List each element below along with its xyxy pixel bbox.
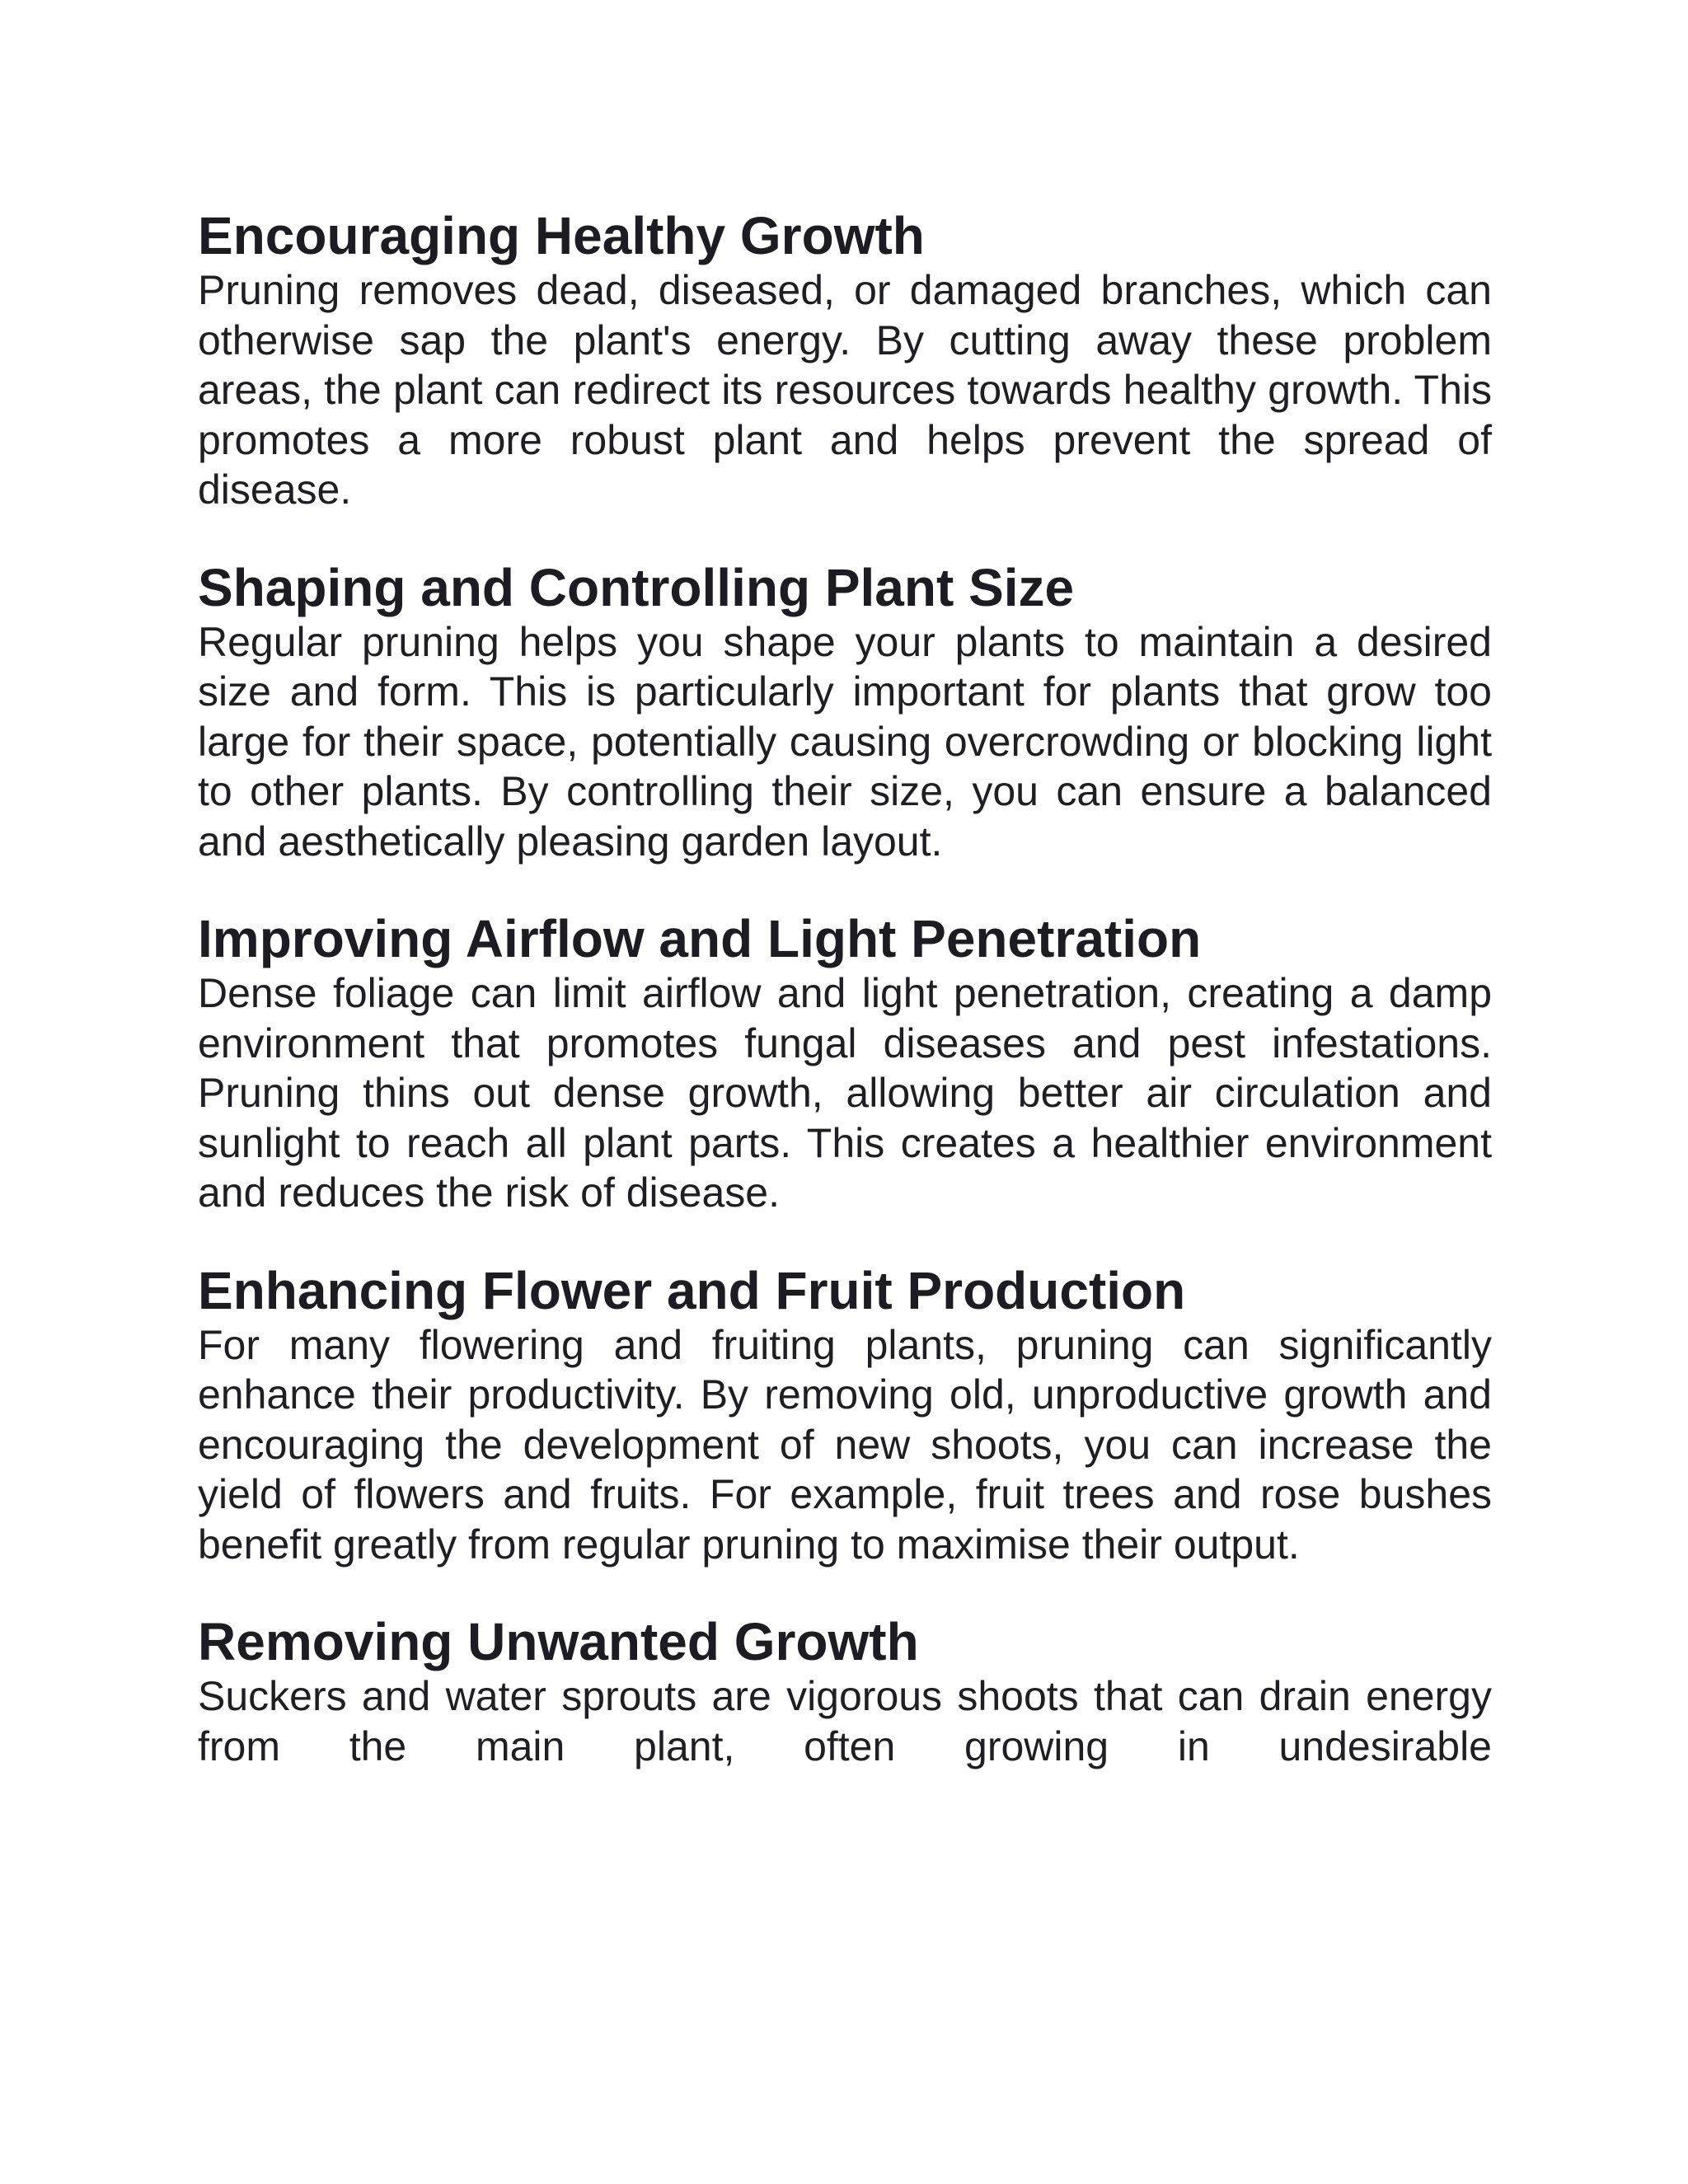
section-paragraph: Pruning removes dead, diseased, or damaged branches, which can otherwise sap the plant's energy. By cutting away these problem areas, the plant can redirect its resources towards healthy growth. This promotes a more robust plant and helps prevent the spread of disease. (198, 267, 1492, 513)
section-heading: Encouraging Healthy Growth (198, 206, 925, 265)
section-heading: Enhancing Flower and Fruit Production (198, 1260, 1186, 1320)
section-paragraph: Suckers and water sprouts are vigorous shoots that can drain energy from the main plant, often growing in undesirable (198, 1673, 1492, 1769)
section-shaping-and-controlling-plant-size (198, 558, 1492, 867)
section-paragraph: For many flowering and fruiting plants, pruning can significantly enhance their productivity. By removing old, unproductive growth and encouraging the development of new shoots, you can increase the yield of flowers and fruits. For example, fruit trees and rose bushes benefit greatly from regular pruning to maximise their output. (198, 1321, 1492, 1568)
section-enhancing-flower-and-fruit-production (198, 1261, 1492, 1570)
section-improving-airflow-and-light-penetration (198, 909, 1492, 1218)
section-heading: Shaping and Controlling Plant Size (198, 557, 1075, 617)
section-paragraph: Regular pruning helps you shape your plants to maintain a desired size and form. This is particularly important for plants that grow too large for their space, potentially causing overcrowding or blocking light to other plants. By controlling their size, you can ensure a balanced and aesthetically pleasing garden layout. (198, 618, 1492, 865)
document-page (198, 206, 1492, 1814)
section-heading: Improving Airflow and Light Penetration (198, 909, 1202, 968)
section-encouraging-healthy-growth (198, 206, 1492, 515)
section-removing-unwanted-growth (198, 1612, 1492, 1771)
section-heading: Removing Unwanted Growth (198, 1612, 919, 1671)
section-paragraph: Dense foliage can limit airflow and light penetration, creating a damp environment that promotes fungal diseases and pest infestations. Pruning thins out dense growth, allowing better air circulation and sunlight to reach all plant parts. This creates a healthier environment and reduces the risk of disease. (198, 970, 1492, 1216)
